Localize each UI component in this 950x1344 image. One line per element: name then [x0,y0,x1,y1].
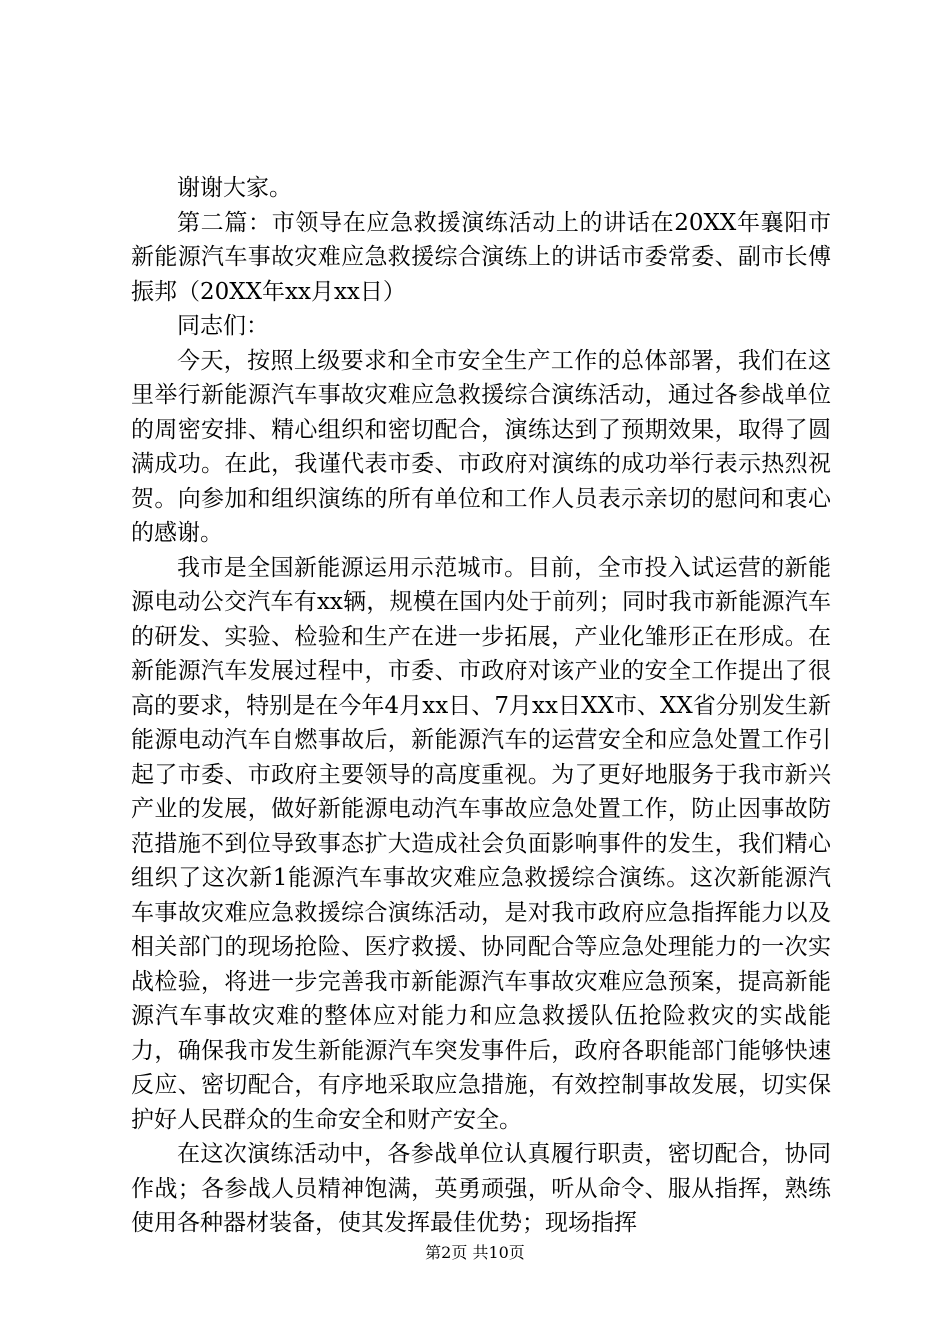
paragraph-intro: 今天，按照上级要求和全市安全生产工作的总体部署，我们在这里举行新能源汽车事故灾难应急救援综合演练活动，通过各参战单位的周密安排、精心组织和密切配合，演练达到了预期效果，取得了圆满成功。在此，我谨代表市委、市政府对演练的成功举行表示热烈祝贺。向参加和组织演练的所有单位和工作人员表示亲切的慰问和衷心的感谢。 [131,347,831,546]
page-number-label: 第2页 共10页 [425,1243,525,1262]
page-footer [0,1243,950,1263]
paragraph-salutation: 同志们： [177,313,269,339]
document-body [131,171,831,1241]
paragraph-heading: 第二篇：市领导在应急救援演练活动上的讲话在20XX年襄阳市新能源汽车事故灾难应急救援综合演练上的讲话市委常委、副市长傅振邦（20XX年xx月xx日） [131,209,831,305]
paragraph-closing: 谢谢大家。 [177,175,292,201]
paragraph-background: 我市是全国新能源运用示范城市。目前，全市投入试运营的新能源电动公交汽车有xx辆，规模在国内处于前列；同时我市新能源汽车的研发、实验、检验和生产在进一步拓展，产业化雏形正在形成。在新能源汽车发展过程中，市委、市政府对该产业的安全工作提出了很高的要求，特别是在今年4月xx日、7月xx日XX市、XX省分别发生新能源电动汽车自燃事故后，新能源汽车的运营安全和应急处置工作引起了市委、市政府主要领导的高度重视。为了更好地服务于我市新兴产业的发展，做好新能源电动汽车事故应急处置工作，防止因事故防范措施不到位导致事态扩大造成社会负面影响事件的发生，我们精心组织了这次新1能源汽车事故灾难应急救援综合演练。这次新能源汽车事故灾难应急救援综合演练活动，是对我市政府应急指挥能力以及相关部门的现场抢险、医疗救援、协同配合等应急处理能力的一次实战检验，将进一步完善我市新能源汽车事故灾难应急预案，提高新能源汽车事故灾难的整体应对能力和应急救援队伍抢险救灾的实战能力，确保我市发生新能源汽车突发事件后，政府各职能部门能够快速反应、密切配合，有序地采取应急措施，有效控制事故发展，切实保护好人民群众的生命安全和财产安全。 [131,554,831,1133]
paragraph-drill-review: 在这次演练活动中，各参战单位认真履行职责，密切配合，协同作战；各参战人员精神饱满，英勇顽强，听从命令、服从指挥，熟练使用各种器材装备，使其发挥最佳优势；现场指挥 [131,1141,831,1236]
